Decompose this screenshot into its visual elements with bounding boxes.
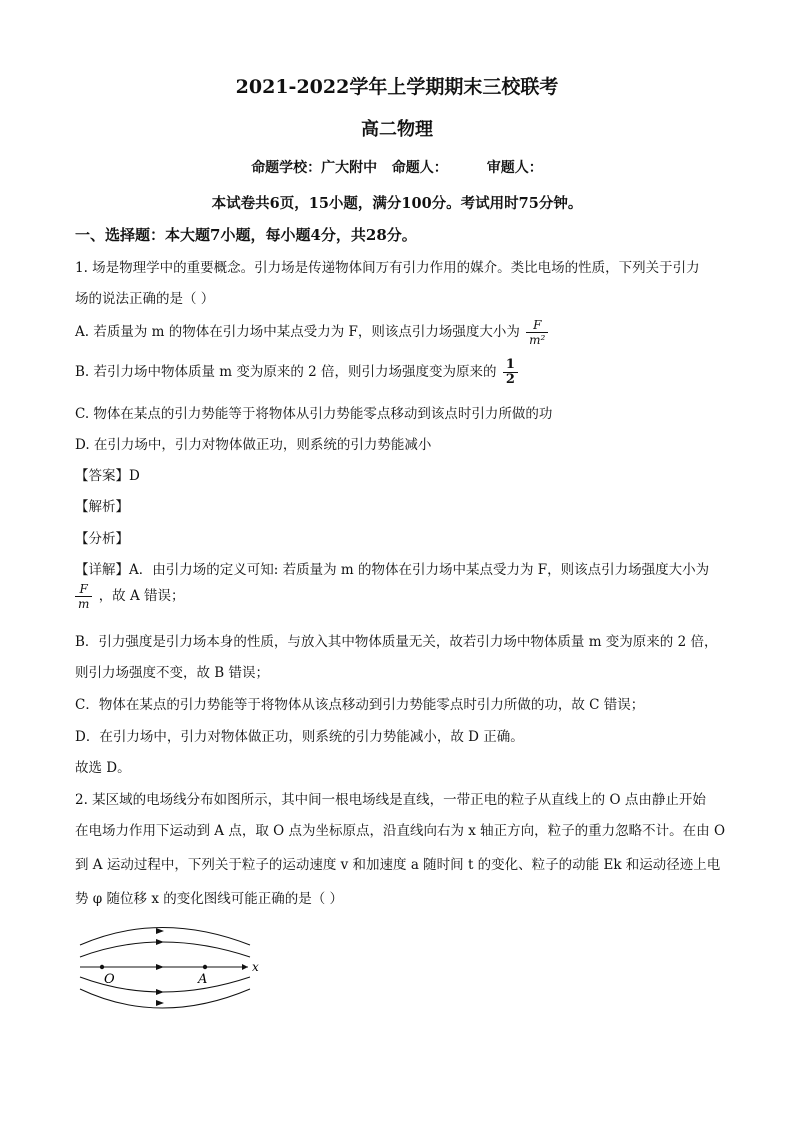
- q1-detail-tail: ，故 A 错误；: [98, 588, 185, 604]
- q2-line3: 到 A 运动过程中，下列关于粒子的运动速度 v 和加速度 a 随时间 t 的变化、粒子的动能 Ek 和运动径迹上电: [75, 857, 721, 873]
- q1-detail-c: C．物体在某点的引力势能等于将物体从该点移动到引力势能零点时引力所做的功，故 C 错误；: [75, 697, 645, 713]
- q1-conclusion: 故选 D。: [75, 760, 131, 776]
- fraction-denominator: m: [78, 597, 90, 611]
- q1-option-a-text: A. 若质量为 m 的物体在引力场中某点受力为 F，则该点引力场强度大小为: [75, 324, 520, 340]
- q1-detail-b2: 则引力场强度不变，故 B 错误；: [75, 665, 270, 681]
- q1-stem-line1: 1. 场是物理学中的重要概念。引力场是传递物体间万有引力作用的媒介。类比电场的性质，下列关于引力: [75, 260, 700, 276]
- field-line: [80, 942, 250, 957]
- q2-line1: 2. 某区域的电场线分布如图所示，其中间一根电场线是直线，一带正电的粒子从直线上的 O 点由静止开始: [75, 792, 706, 808]
- fraction-numerator: F: [526, 318, 548, 333]
- q1-option-b: [75, 358, 520, 387]
- point-o: [100, 965, 104, 969]
- q1-option-b-text: B. 若引力场中物体质量 m 变为原来的 2 倍，则引力场强度变为原来的: [75, 364, 497, 380]
- label-a: A: [198, 972, 208, 987]
- label-o: O: [104, 972, 115, 987]
- q1-detail-d: D．在引力场中，引力对物体做正功，则系统的引力势能减小，故 D 正确。: [75, 729, 524, 745]
- q2-line2: 在电场力作用下运动到 A 点，取 O 点为坐标原点，沿直线向右为 x 轴正方向，粒子的重力忽略不计。在由 O: [75, 823, 726, 839]
- exam-info: 本试卷共6页，15小题，满分100分。考试用时75分钟。: [211, 195, 583, 212]
- q1-option-a: [75, 318, 550, 347]
- exam-title: 2021-2022学年上学期期末三校联考: [235, 76, 559, 98]
- point-a: [203, 965, 207, 969]
- q1-option-c: C. 物体在某点的引力势能等于将物体从引力势能零点移动到该点时引力所做的功: [75, 406, 553, 422]
- q1-detail-b1: B．引力强度是引力场本身的性质，与放入其中物体质量无关，故若引力场中物体质量 m 变为原来的 2 倍，: [75, 634, 718, 650]
- q1-option-a-fraction: [526, 318, 548, 347]
- author-info: 命题学校：广大附中 命题人： 审题人：: [251, 160, 543, 176]
- section-heading: 一、选择题：本大题7小题，每小题4分，共28分。: [75, 226, 417, 244]
- q1-option-b-fraction: [503, 358, 518, 387]
- fraction-numerator: 1: [503, 358, 518, 373]
- q1-detail-fraction: [75, 582, 92, 611]
- subject-title: 高二物理: [361, 119, 433, 140]
- q1-option-d: D. 在引力场中，引力对物体做正功，则系统的引力势能减小: [75, 437, 432, 453]
- q2-line4: 势 φ 随位移 x 的变化图线可能正确的是（ ）: [75, 891, 344, 907]
- q1-detail-line1: 【详解】A．由引力场的定义可知: 若质量为 m 的物体在引力场中某点受力为 F，则该点引力场强度大小为: [75, 562, 710, 578]
- electric-field-diagram: [70, 915, 270, 1015]
- q1-fenxi-label: 【分析】: [75, 531, 129, 547]
- fraction-numerator: F: [75, 582, 92, 597]
- q1-analysis-label: 【解析】: [75, 499, 129, 515]
- fraction-denominator: m²: [529, 333, 546, 347]
- fraction-denominator: 2: [505, 372, 515, 387]
- q1-detail-fraction-line: [75, 582, 185, 611]
- q1-stem-line2: 场的说法正确的是（ ）: [75, 291, 215, 307]
- label-x: x: [252, 960, 259, 974]
- q1-answer: 【答案】D: [75, 468, 140, 484]
